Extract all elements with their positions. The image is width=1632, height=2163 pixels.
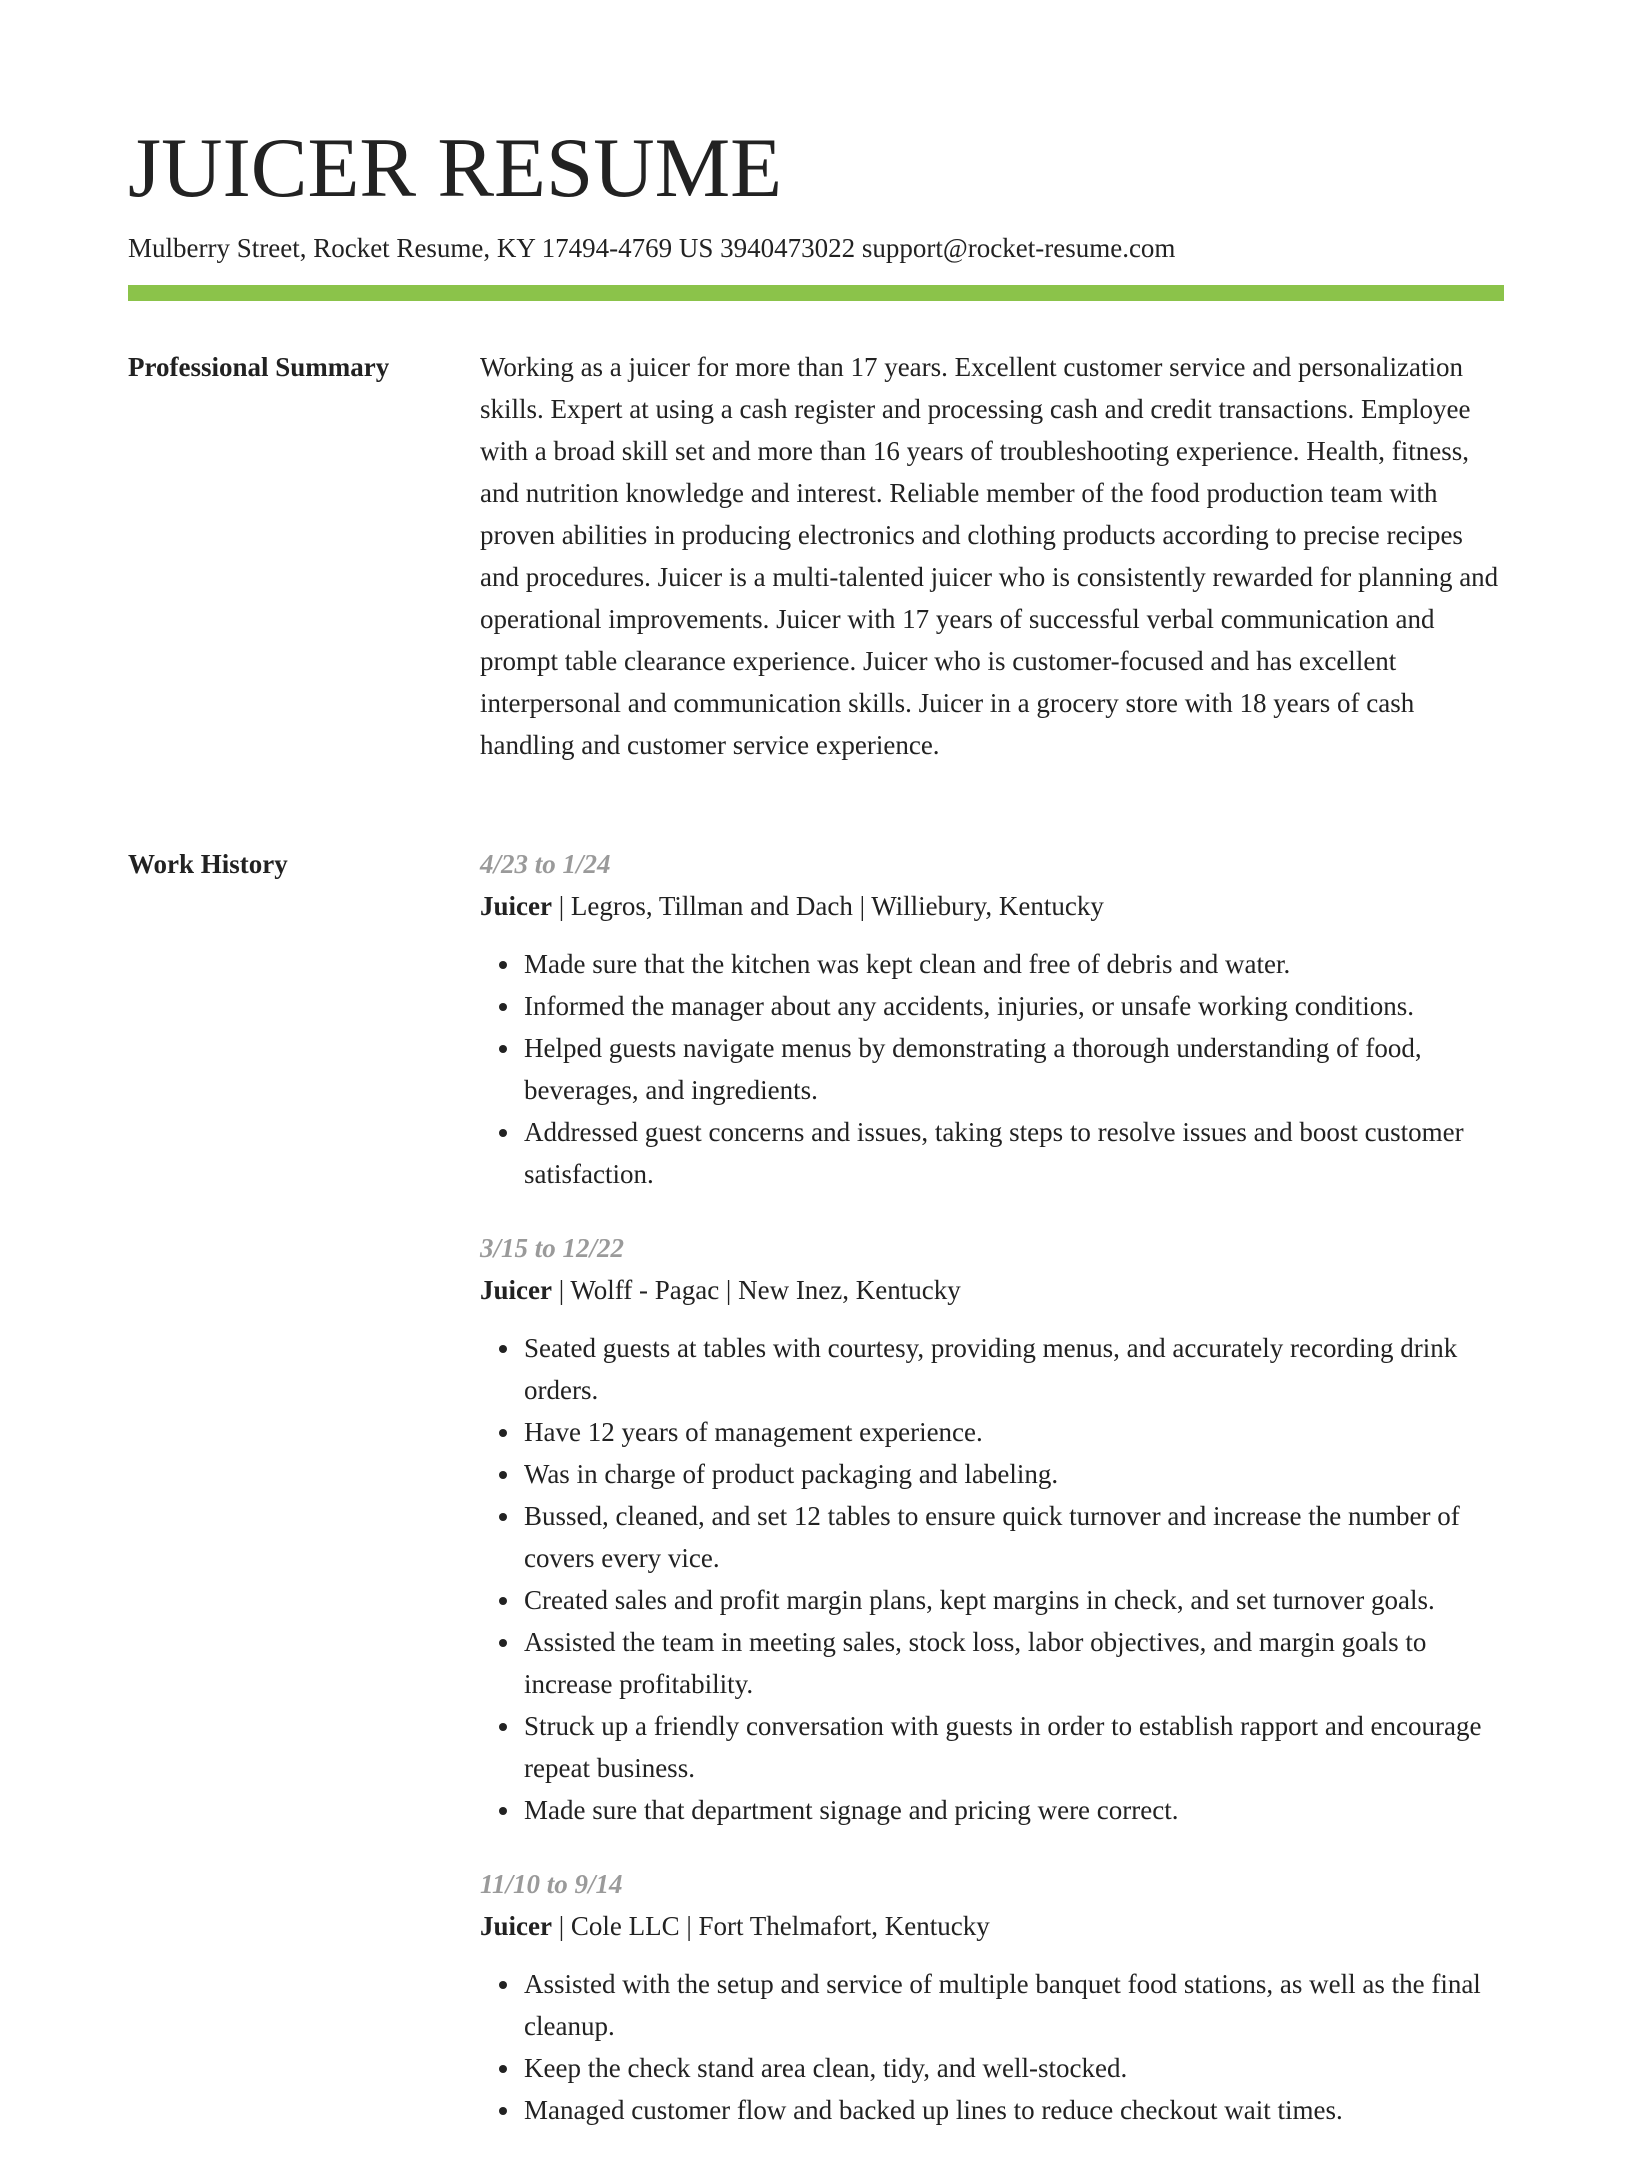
job-bullet: Bussed, cleaned, and set 12 tables to ensure quick turnover and increase the number of covers every vice.	[524, 1495, 1504, 1579]
job-title: Juicer	[480, 891, 552, 921]
summary-body	[480, 346, 1504, 766]
header-divider	[128, 285, 1504, 301]
job-bullet: Was in charge of product packaging and labeling.	[524, 1453, 1504, 1495]
job-responsibilities	[480, 943, 1504, 1195]
work-history-heading: Work History	[128, 849, 288, 879]
resume-title: JUICER RESUME	[128, 121, 783, 215]
job-dates: 3/15 to 12/22	[480, 1233, 625, 1263]
job-bullet: Created sales and profit margin plans, kept margins in check, and set turnover goals.	[524, 1579, 1504, 1621]
job-heading	[480, 885, 1504, 927]
job-bullet: Addressed guest concerns and issues, taking steps to resolve issues and boost customer satisfaction.	[524, 1111, 1504, 1195]
job-entry	[480, 843, 1504, 1195]
job-bullet: Made sure that the kitchen was kept clean and free of debris and water.	[524, 943, 1504, 985]
job-bullet: Keep the check stand area clean, tidy, and well-stocked.	[524, 2047, 1504, 2089]
job-bullet: Informed the manager about any accidents, injuries, or unsafe working conditions.	[524, 985, 1504, 1027]
summary-heading: Professional Summary	[128, 352, 390, 382]
job-entry	[480, 1863, 1504, 2131]
work-history-body	[480, 843, 1504, 2163]
job-employer-location: | Cole LLC | Fort Thelmafort, Kentucky	[551, 1911, 990, 1941]
contact-info: Mulberry Street, Rocket Resume, KY 17494-4769 US 3940473022 support@rocket-resume.com	[128, 233, 1176, 263]
job-responsibilities	[480, 1963, 1504, 2131]
job-heading	[480, 1905, 1504, 1947]
job-title: Juicer	[480, 1911, 552, 1941]
job-bullet: Struck up a friendly conversation with guests in order to establish rapport and encourage repeat business.	[524, 1705, 1504, 1789]
job-employer-location: | Legros, Tillman and Dach | Williebury, Kentucky	[551, 891, 1104, 921]
job-entry	[480, 1227, 1504, 1831]
job-bullet: Have 12 years of management experience.	[524, 1411, 1504, 1453]
job-bullet: Managed customer flow and backed up lines to reduce checkout wait times.	[524, 2089, 1504, 2131]
job-employer-location: | Wolff - Pagac | New Inez, Kentucky	[551, 1275, 961, 1305]
job-bullet: Assisted the team in meeting sales, stock loss, labor objectives, and margin goals to increase profitability.	[524, 1621, 1504, 1705]
job-responsibilities	[480, 1327, 1504, 1831]
job-dates: 11/10 to 9/14	[480, 1869, 623, 1899]
job-dates: 4/23 to 1/24	[480, 849, 611, 879]
resume-page	[128, 0, 1504, 2125]
job-bullet: Helped guests navigate menus by demonstrating a thorough understanding of food, beverages, and ingredients.	[524, 1027, 1504, 1111]
job-bullet: Assisted with the setup and service of multiple banquet food stations, as well as the final cleanup.	[524, 1963, 1504, 2047]
job-bullet: Made sure that department signage and pricing were correct.	[524, 1789, 1504, 1831]
job-bullet: Seated guests at tables with courtesy, providing menus, and accurately recording drink orders.	[524, 1327, 1504, 1411]
job-heading	[480, 1269, 1504, 1311]
summary-text: Working as a juicer for more than 17 years. Excellent customer service and personalization skills. Expert at using a cash register and processing cash and credit transactions. Employee with a broad skill set and more than 16 years of troubleshooting experience. Health, fitness, and nutrition knowledge and interest. Reliable member of the food production team with proven abilities in producing electronics and clothing products according to precise recipes and procedures. Juicer is a multi-talented juicer who is consistently rewarded for planning and operational improvements. Juicer with 17 years of successful verbal communication and prompt table clearance experience. Juicer who is customer-focused and has excellent interpersonal and communication skills. Juicer in a grocery store with 18 years of cash handling and customer service experience.	[480, 352, 1499, 760]
job-title: Juicer	[480, 1275, 552, 1305]
